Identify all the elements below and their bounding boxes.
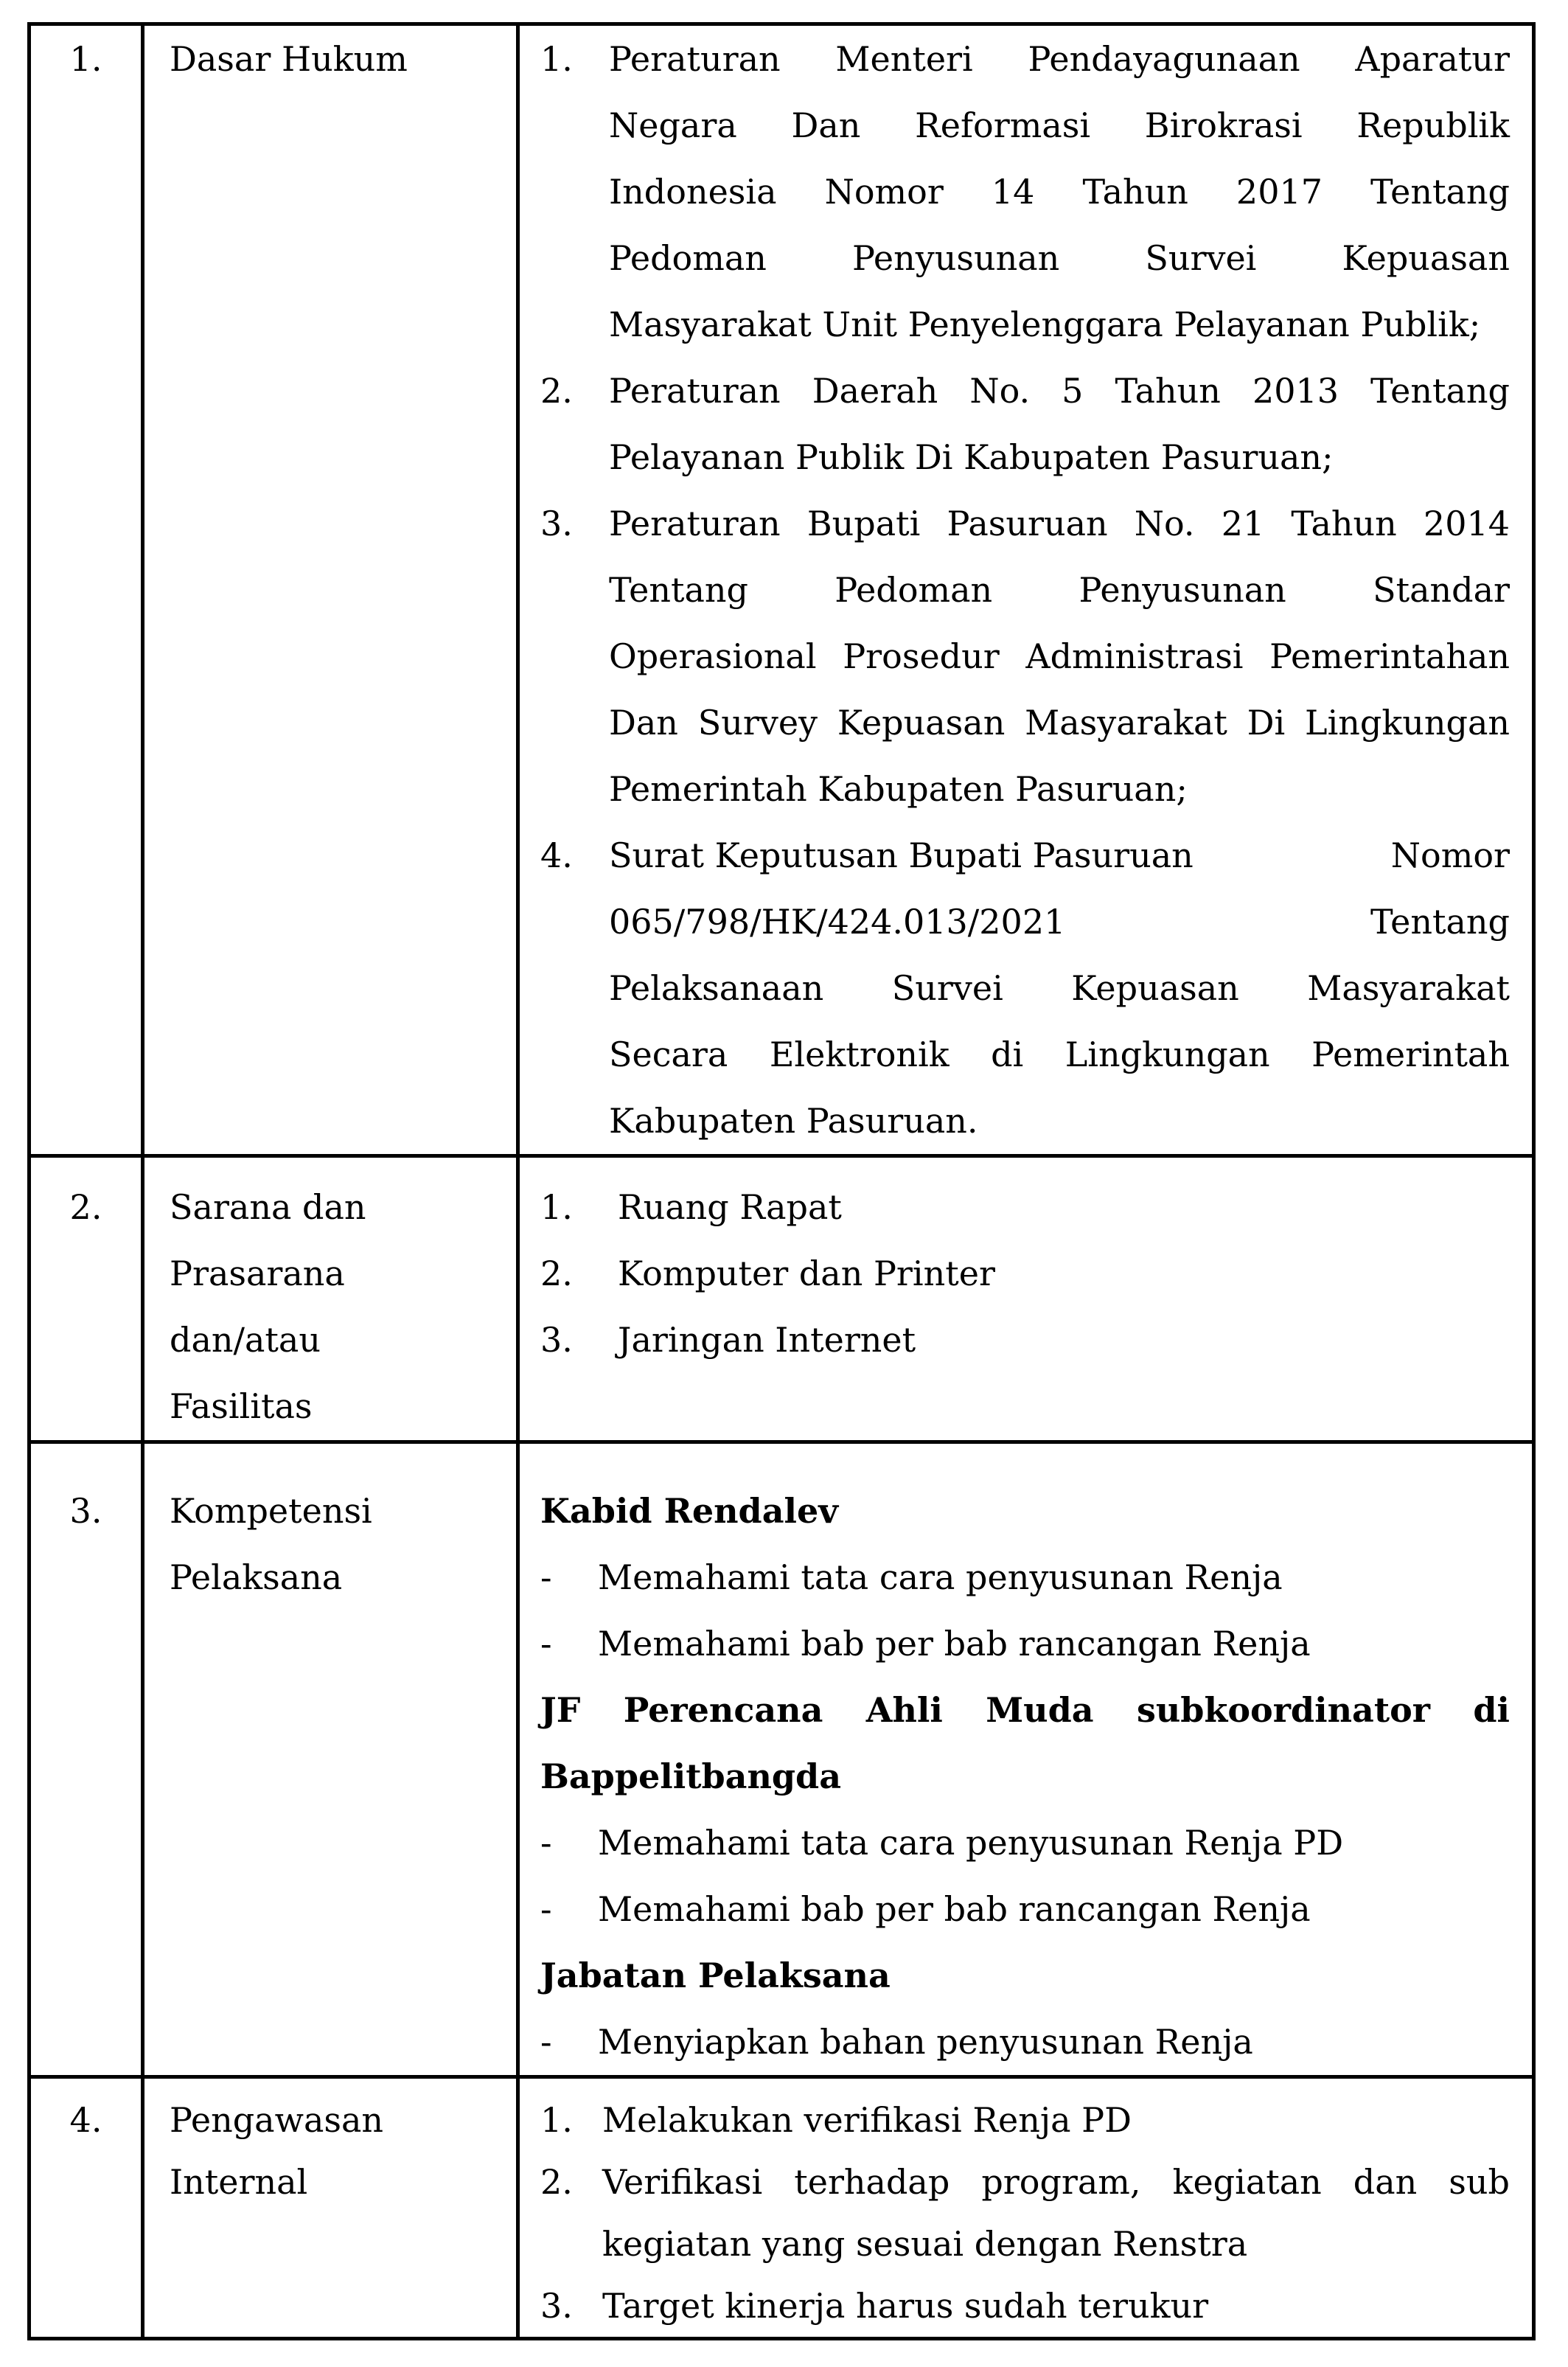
label-line: Pengawasan (170, 2100, 384, 2140)
split-line-left: Surat Keputusan Bupati Pasuruan (609, 835, 1194, 875)
list-item (540, 1174, 1510, 1240)
text-line: Pelayanan Publik Di Kabupaten Pasuruan; (609, 437, 1334, 477)
text-line: Kabupaten Pasuruan. (609, 1101, 978, 1141)
dash-marker: - (540, 1889, 552, 1929)
heading-block (540, 1677, 1510, 1810)
item-number: 2. (540, 2162, 573, 2202)
list-item (540, 358, 1510, 490)
label-line: Sarana dan (170, 1187, 366, 1227)
row-number-cell (29, 24, 143, 1156)
label-line: Kompetensi (170, 1491, 372, 1531)
text-line: Target kinerja harus sudah terukur (602, 2286, 1209, 2326)
row-content-cell (518, 2077, 1534, 2339)
text-line: Tentang Pedoman Penyusunan Standar (609, 570, 1510, 610)
text-line: Komputer dan Printer (618, 1254, 995, 1293)
text-line: Pedoman Penyusunan Survei Kepuasan (609, 238, 1510, 278)
text-line: Peraturan Bupati Pasuruan No. 21 Tahun 2014 (609, 504, 1510, 543)
split-line (609, 822, 1510, 889)
text-line: Ruang Rapat (618, 1187, 842, 1227)
text-line: Negara Dan Reformasi Birokrasi Republik (609, 105, 1510, 145)
list-item (540, 1610, 1510, 1677)
table-body (29, 24, 1534, 2339)
list-item (540, 822, 1510, 1154)
table-row (29, 1156, 1534, 1442)
heading-block (540, 1478, 1510, 1544)
row-number-cell (29, 2077, 143, 2339)
text-line: Melakukan verifikasi Renja PD (602, 2100, 1132, 2140)
item-number: 3. (540, 1320, 573, 1360)
heading-block (540, 1942, 1510, 2009)
text-line: Verifikasi terhadap program, kegiatan dan sub (602, 2162, 1510, 2202)
row-content-cell (518, 1442, 1534, 2077)
row-number: 1. (69, 39, 102, 79)
table-row (29, 1442, 1534, 2077)
list-item (540, 2151, 1510, 2275)
split-line-left: 065/798/HK/424.013/2021 (609, 902, 1066, 942)
table-row (29, 24, 1534, 1156)
row-label-cell (143, 24, 518, 1156)
text-line: Memahami tata cara penyusunan Renja PD (598, 1823, 1344, 1863)
dash-marker: - (540, 2022, 552, 2062)
text-line: kegiatan yang sesuai dengan Renstra (602, 2224, 1248, 2264)
document-table (27, 22, 1536, 2340)
dash-marker: - (540, 1823, 552, 1863)
split-line-right: Nomor (1390, 835, 1510, 875)
row-label-cell (143, 2077, 518, 2339)
list-item (540, 2089, 1510, 2151)
label-line: Internal (170, 2162, 308, 2202)
item-number: 1. (540, 2100, 573, 2140)
list-item (540, 490, 1510, 822)
row-number: 2. (69, 1187, 102, 1227)
row-label-cell (143, 1442, 518, 2077)
list-item (540, 2275, 1510, 2337)
text-line: Menyiapkan bahan penyusunan Renja (598, 2022, 1253, 2062)
item-number: 1. (540, 39, 573, 79)
text-line: Memahami tata cara penyusunan Renja (598, 1557, 1283, 1597)
row-label-cell (143, 1156, 518, 1442)
text-line: JF Perencana Ahli Muda subkoordinator di (540, 1690, 1510, 1730)
label-line: Fasilitas (170, 1386, 313, 1426)
text-line: Bappelitbangda (540, 1756, 842, 1796)
text-line: Dan Survey Kepuasan Masyarakat Di Lingkungan (609, 703, 1510, 743)
table-row (29, 2077, 1534, 2339)
row-content-cell (518, 24, 1534, 1156)
text-line: Pelaksanaan Survei Kepuasan Masyarakat (609, 968, 1510, 1008)
item-number: 3. (540, 2286, 573, 2326)
split-line (609, 889, 1510, 955)
text-line: Peraturan Menteri Pendayagunaan Aparatur (609, 39, 1510, 79)
label-line: Prasarana (170, 1254, 345, 1293)
label-line: dan/atau (170, 1320, 321, 1360)
text-line: Memahami bab per bab rancangan Renja (598, 1624, 1311, 1664)
label-line: Dasar Hukum (170, 39, 408, 79)
split-line-right: Tentang (1370, 902, 1510, 942)
list-item (540, 2009, 1510, 2075)
item-number: 2. (540, 371, 573, 411)
dash-marker: - (540, 1557, 552, 1597)
list-item (540, 1810, 1510, 1876)
row-content-cell (518, 1156, 1534, 1442)
label-line: Pelaksana (170, 1557, 343, 1597)
text-line: Indonesia Nomor 14 Tahun 2017 Tentang (609, 172, 1510, 212)
text-line: Jabatan Pelaksana (540, 1956, 891, 1995)
row-number-cell (29, 1156, 143, 1442)
row-number: 3. (69, 1491, 102, 1531)
text-line: Peraturan Daerah No. 5 Tahun 2013 Tentang (609, 371, 1510, 411)
text-line: Memahami bab per bab rancangan Renja (598, 1889, 1311, 1929)
item-number: 2. (540, 1254, 573, 1293)
item-number: 1. (540, 1187, 573, 1227)
list-item (540, 1240, 1510, 1307)
text-line: Jaringan Internet (618, 1320, 916, 1360)
list-item (540, 1876, 1510, 1942)
row-number-cell (29, 1442, 143, 2077)
row-number: 4. (69, 2100, 102, 2140)
list-item (540, 1544, 1510, 1610)
text-line: Masyarakat Unit Penyelenggara Pelayanan Publik; (609, 305, 1481, 344)
list-item (540, 26, 1510, 358)
dash-marker: - (540, 1624, 552, 1664)
text-line: Kabid Rendalev (540, 1491, 838, 1531)
list-item (540, 1307, 1510, 1373)
text-line: Pemerintah Kabupaten Pasuruan; (609, 769, 1188, 809)
item-number: 4. (540, 835, 573, 875)
text-line: Secara Elektronik di Lingkungan Pemerintah (609, 1035, 1510, 1074)
text-line: Operasional Prosedur Administrasi Pemerintahan (609, 636, 1510, 676)
item-number: 3. (540, 504, 573, 543)
